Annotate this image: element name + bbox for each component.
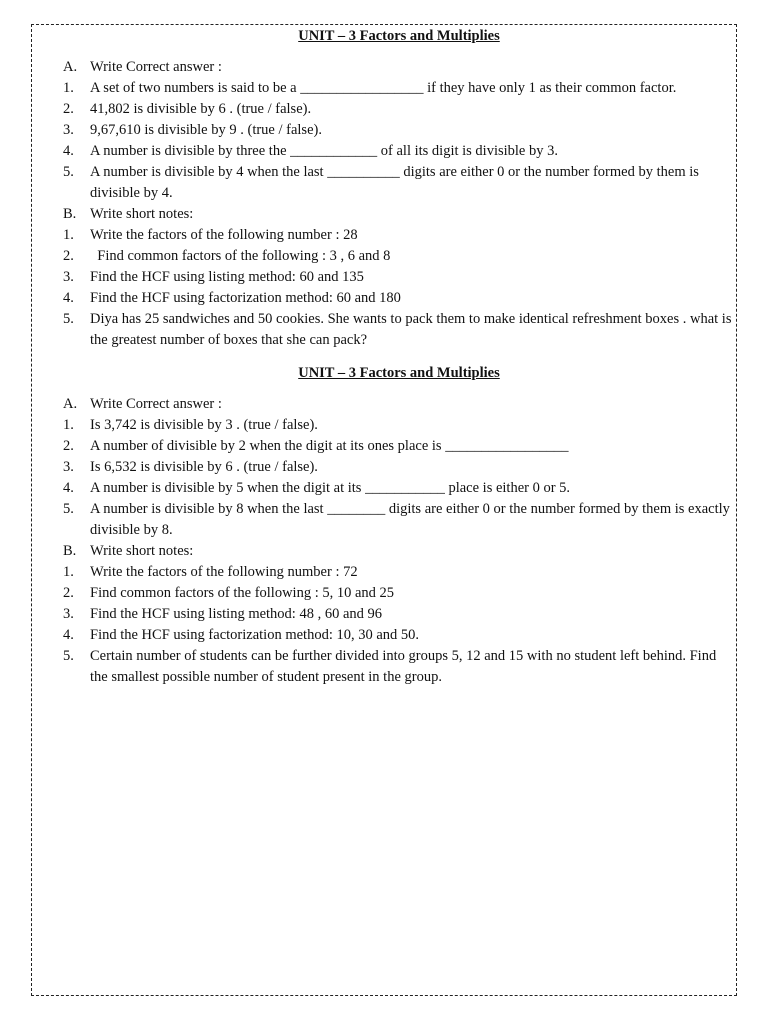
question-item	[60, 583, 738, 604]
question-number: 4.	[63, 480, 74, 496]
question-item	[60, 499, 738, 541]
question-item	[60, 78, 738, 99]
question-item	[60, 604, 738, 625]
question-text: Find common factors of the following : 3 , 6 and 8	[90, 248, 391, 264]
question-item	[60, 309, 738, 351]
section-b	[60, 204, 738, 351]
question-number: 3.	[63, 122, 74, 138]
question-text: A number is divisible by 8 when the last ________ digits are either 0 or the number formed by them is exactly divisible by 8.	[90, 501, 730, 538]
worksheet-set-1	[60, 28, 738, 351]
question-number: 4.	[63, 627, 74, 643]
section-b-heading	[60, 204, 738, 225]
section-a-heading	[60, 57, 738, 78]
section-a	[60, 394, 738, 541]
question-item	[60, 288, 738, 309]
question-item	[60, 457, 738, 478]
question-item	[60, 246, 738, 267]
question-text: Certain number of students can be further divided into groups 5, 12 and 15 with no student left behind. Find the smallest possible number of student present in the group.	[90, 648, 717, 685]
section-heading: Write short notes:	[90, 543, 194, 559]
question-item	[60, 478, 738, 499]
question-number: 3.	[63, 459, 74, 475]
question-item	[60, 415, 738, 436]
question-text: A number of divisible by 2 when the digit at its ones place is _________________	[90, 438, 569, 454]
question-text: A number is divisible by three the ____________ of all its digit is divisible by 3.	[90, 143, 558, 159]
section-b	[60, 541, 738, 688]
question-item	[60, 436, 738, 457]
question-item	[60, 120, 738, 141]
section-b-heading	[60, 541, 738, 562]
question-number: 2.	[63, 248, 74, 264]
question-item	[60, 562, 738, 583]
question-text: Is 3,742 is divisible by 3 . (true / false).	[90, 417, 318, 433]
question-number: 2.	[63, 101, 74, 117]
question-text: Write the factors of the following number : 72	[90, 564, 358, 580]
question-number: 1.	[63, 80, 74, 96]
question-text: 9,67,610 is divisible by 9 . (true / false).	[90, 122, 322, 138]
section-letter: B.	[63, 206, 77, 222]
question-text: Find the HCF using listing method: 60 and 135	[90, 269, 364, 285]
question-text: A set of two numbers is said to be a _________________ if they have only 1 as their common factor.	[90, 80, 677, 96]
question-number: 3.	[63, 269, 74, 285]
question-text: Find the HCF using factorization method: 60 and 180	[90, 290, 401, 306]
question-number: 3.	[63, 606, 74, 622]
question-text: A number is divisible by 5 when the digit at its ___________ place is either 0 or 5.	[90, 480, 571, 496]
section-letter: B.	[63, 543, 77, 559]
question-number: 5.	[63, 501, 74, 517]
question-item	[60, 99, 738, 120]
unit-title: UNIT – 3 Factors and Multiplies	[298, 28, 500, 44]
question-text: A number is divisible by 4 when the last __________ digits are either 0 or the number formed by them is divisible by 4.	[90, 164, 699, 201]
worksheet-set-2	[60, 365, 738, 688]
question-number: 5.	[63, 311, 74, 327]
question-text: Diya has 25 sandwiches and 50 cookies. She wants to pack them to make identical refreshment boxes . what is the greatest number of boxes that she can pack?	[90, 311, 732, 348]
worksheet	[60, 28, 738, 688]
question-item	[60, 646, 738, 688]
question-item	[60, 267, 738, 288]
question-number: 1.	[63, 417, 74, 433]
section-a-heading	[60, 394, 738, 415]
question-number: 1.	[63, 564, 74, 580]
question-text: Find the HCF using listing method: 48 , 60 and 96	[90, 606, 383, 622]
question-number: 4.	[63, 143, 74, 159]
question-text: Is 6,532 is divisible by 6 . (true / false).	[90, 459, 318, 475]
question-text: Find the HCF using factorization method: 10, 30 and 50.	[90, 627, 420, 643]
question-number: 5.	[63, 648, 74, 664]
question-number: 1.	[63, 227, 74, 243]
question-item	[60, 625, 738, 646]
section-heading: Write Correct answer :	[90, 396, 222, 412]
question-item	[60, 225, 738, 246]
unit-title: UNIT – 3 Factors and Multiplies	[298, 365, 500, 381]
section-letter: A.	[63, 396, 78, 412]
question-item	[60, 141, 738, 162]
question-item	[60, 162, 738, 204]
section-a	[60, 57, 738, 204]
question-text: 41,802 is divisible by 6 . (true / false).	[90, 101, 312, 117]
question-number: 5.	[63, 164, 74, 180]
section-letter: A.	[63, 59, 78, 75]
question-number: 2.	[63, 585, 74, 601]
question-text: Find common factors of the following : 5, 10 and 25	[90, 585, 395, 601]
question-number: 2.	[63, 438, 74, 454]
question-text: Write the factors of the following number : 28	[90, 227, 358, 243]
question-number: 4.	[63, 290, 74, 306]
section-heading: Write Correct answer :	[90, 59, 222, 75]
section-heading: Write short notes:	[90, 206, 194, 222]
